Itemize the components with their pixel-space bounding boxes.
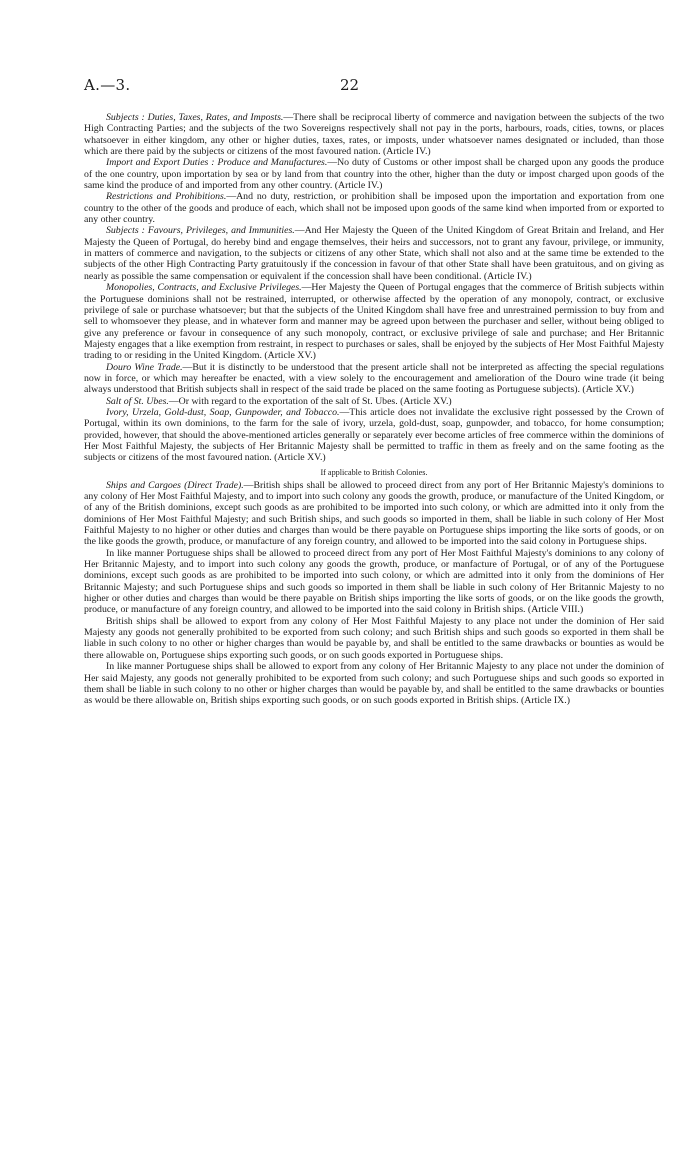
paragraph-text: —British ships shall be allowed to proceed direct from any port of Her Britannic Majesty's dominions to any colony of Her Most Faithful Majesty, and to import into such colony any goods the growth, produce, or manufacture of the United Kingdom, or of any of the British dominions, except such goods as are prohibited to be imported into such colony, or which are admitted into it only from the dominions of Her Most Faithful Majesty; and such British ships, and such goods so imported in them, shall be liable in such colony of Her Most Faithful Majesty to no higher or other duties and charges than would be there payable on Portuguese ships importing the like sorts of goods, or on the like goods the growth, produce, or manufacture of any foreign country, and allowed to be imported into the said colony in Portuguese ships. (84, 479, 664, 548)
paragraph (84, 661, 664, 706)
paragraph-heading: Ships and Cargoes (Direct Trade). (106, 479, 244, 491)
paragraph (84, 225, 664, 282)
paragraph-heading: Salt of St. Ubes. (106, 395, 169, 407)
paragraph-text: —There shall be reciprocal liberty of commerce and navigation between the subjects of the two High Contracting Parties; and the subjects of the two Sovereigns respectively shall not pay in the ports, harbours, roads, cities, towns, or places whatsoever in either kingdom, any other or higher duties, taxes, rates, or imposts, under whatsoever names designated or included, than those which are there paid by the subjects or citizens of the most favoured nation. (Article IV.) (84, 112, 664, 158)
document-reference: A.—3. (84, 76, 131, 94)
paragraph-text: British ships shall be allowed to export from any colony of Her Most Faithful Majesty to any place not under the dominion of Her said Majesty any goods not generally prohibited to be exported from such colony; and such British ships and such goods so exported in them shall be liable in such colony to no other or higher charges than would be payable by, and shall be entitled to the same drawbacks or bounties as would be there allowable on, Portuguese ships exporting such goods, or on such goods exported in Portuguese ships. (84, 615, 664, 661)
paragraph (84, 616, 664, 661)
paragraph-text: —Or with regard to the exportation of the salt of St. Ubes. (Article XV.) (168, 395, 452, 407)
section-heading: If applicable to British Colonies. (320, 467, 428, 477)
paragraph (84, 480, 664, 548)
paragraph-text: —And no duty, restriction, or prohibition shall be imposed upon the importation and exportation from one country to the other of the goods and produce of each, which shall not be imposed upon goods of the same kind when imported from or exported to any other country. (84, 191, 664, 226)
paragraph (84, 407, 664, 464)
paragraph-text: —No duty of Customs or other impost shall be charged upon any goods the produce of the one country, upon importation by sea or by land from that country into the other, higher than the duty or impost charged upon goods of the same kind the produce of and imported from any other country. (Article IV.) (84, 157, 664, 192)
paragraph-text: In like manner Portuguese ships shall be allowed to export from any colony of Her Britannic Majesty to any place not under the dominion of Her said Majesty, any goods not generally prohibited to be exported from such colony; and such Portuguese ships and such goods so exported in them shall be liable in such colony to no other or higher charges than would be payable by, and shall be entitled to the same drawbacks or bounties as would be there allowable on, British ships exporting such goods, or on such goods exported in British ships. (Article IX.) (84, 661, 664, 707)
paragraph-heading: Restrictions and Prohibitions. (106, 191, 227, 203)
paragraph (84, 548, 664, 616)
paragraph (84, 396, 664, 407)
paragraph (84, 282, 664, 361)
paragraph-text: —This article does not invalidate the exclusive right possessed by the Crown of Portugal, within its own dominions, to the farm for the sale of ivory, urzela, gold-dust, soap, gunpowder, and tobacco, for home consumption; provided, however, that should the above-mentioned articles generally or separately ever become articles of free commerce within the dominions of Her Most Faithful Majesty, the subjects of Her Britannic Majesty shall be permitted to traffic in them as freely and on the same footing as the subjects or citizens of the most favoured nation. (Article XV.) (84, 406, 665, 464)
paragraph (84, 191, 664, 225)
document-body (84, 112, 664, 707)
paragraph-text: —But it is distinctly to be understood that the present article shall not be interpreted as affecting the special regulations now in force, or which may hereafter be enacted, with a view solely to the encouragement and amelioration of the Douro wine trade (it being always understood that British subjects shall in respect of the said trade be placed on the same footing as Portuguese subjects). (Article XV.) (84, 361, 664, 396)
paragraph-heading: Ivory, Urzela, Gold-dust, Soap, Gunpowder, and Tobacco. (106, 406, 340, 418)
paragraph (84, 112, 664, 157)
paragraph (84, 157, 664, 191)
paragraph-text: In like manner Portuguese ships shall be allowed to proceed direct from any port of Her Most Faithful Majesty's dominions to any colony of Her Britannic Majesty, and to import into such colony any goods the growth, produce, or manfacture of Portugal, or of any of the Portuguese dominions, except such goods as are prohibited to be imported into such colony, or which are admitted into it only from the dominions of Her Britannic Majesty; and such Portuguese ships and such goods so imported in them shall be liable in such colony of Her Britannic Majesty to no higher or other duties and charges than would be there payable on British ships importing the like sorts of goods, or on the like goods the growth, produce, or manufacture of any foreign country, and allowed to be imported into the said colony in British ships. (Article VIII.) (84, 547, 664, 616)
paragraph-heading: Import and Export Duties : Produce and Manufactures. (106, 157, 328, 169)
paragraph (84, 362, 664, 396)
page-number: 22 (340, 76, 360, 94)
paragraph-text: —And Her Majesty the Queen of the United Kingdom of Great Britain and Ireland, and Her Majesty the Queen of Portugal, do hereby bind and engage themselves, their heirs and successors, not to grant any favour, privilege, or immunity, in matters of commerce and navigation, to the subjects or citizens of any other State, which shall not also and at the same time be extended to the subjects of the other High Contracting Party gratuitously if the concession in favour of that other State shall have been gratuitous, and on giving as nearly as possible the same compensation or equivalent if the concession shall have been conditional. (Article IV.) (84, 225, 664, 282)
paragraph-heading: Douro Wine Trade. (106, 361, 183, 373)
paragraph-heading: Subjects : Duties, Taxes, Rates, and Imposts. (106, 112, 284, 123)
paragraph-heading: Monopolies, Contracts, and Exclusive Privileges. (106, 282, 302, 294)
paragraph-heading: Subjects : Favours, Privileges, and Immunities. (106, 225, 295, 237)
page-header (84, 76, 664, 112)
paragraph-text: —Her Majesty the Queen of Portugal engages that the commerce of British subjects within the Portuguese dominions shall not be restrained, interrupted, or otherwise affected by the operation of any monopoly, contract, or exclusive privilege of sale or purchase whatsoever; but that the subjects of the United Kingdom shall have free and unrestrained permission to buy from and sell to whomsoever they please, and in whatever form and manner may be agreed upon between the purchaser and seller, without being obliged to give any preference or favour in consequence of any such monopoly, contract, or exclusive privilege of sale and purchase; and Her Britannic Majesty engages that a like exemption from restraint, in respect to purchases or sales, shall be enjoyed by the subjects of Her Most Faithful Majesty trading to or residing in the United Kingdom. (Article XV.) (84, 282, 664, 362)
